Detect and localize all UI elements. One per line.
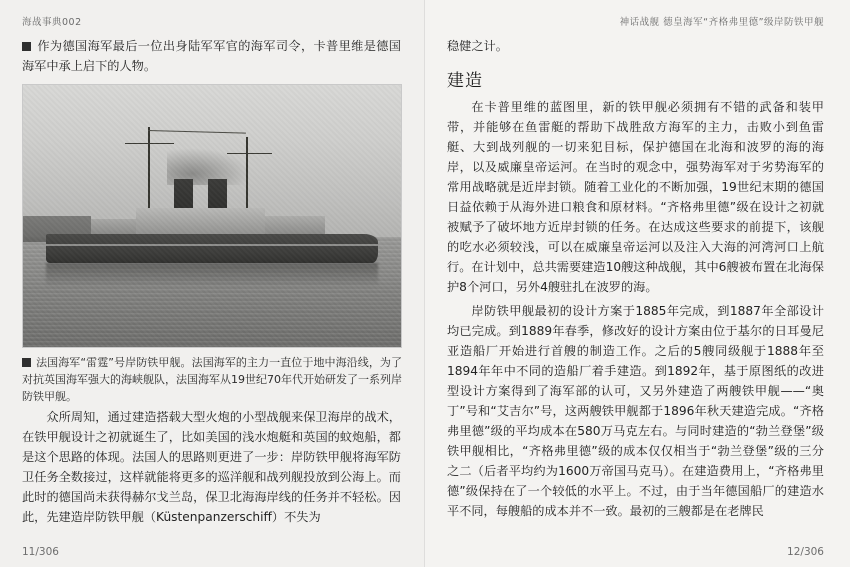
figure-warship-photo	[22, 84, 401, 405]
right-page	[425, 0, 850, 567]
left-body-paragraph: 众所周知，通过建造搭载大型火炮的小型战舰来保卫海岸的战术，在铁甲舰设计之初就诞生了，比如美国的浅水炮艇和英国的蚊炮船，都是这个思路的体现。法国人的思路则更进了一步：岸防铁甲舰将海军防卫任务全数接过，这样就能将更多的巡洋舰和战列舰投放到公海上。而此时的德国尚未获得赫尔戈兰岛，保卫北海海岸线的任务并不轻松。因此，先建造岸防铁甲舰（Küstenpanzerschiff）不失为	[22, 410, 401, 524]
photo-hull	[46, 234, 379, 263]
page-number-left: 11/306	[22, 546, 59, 558]
paragraph-marker-icon	[22, 42, 31, 51]
photo-superstructure	[136, 208, 265, 237]
right-paragraph-2: 岸防铁甲舰最初的设计方案于1885年完成，到1887年全部设计均已完成。到1889年春季，修改好的设计方案由位于基尔的日耳曼尼亚造船厂开始进行首艘的制造工作。之后的5艘同级舰于1888年至1894年年中不同的造船厂着手建造。到1892年，基于原图纸的改进型设计方案得到了海军部的认可，又另外建造了两艘铁甲舰——“奥丁”号和“艾吉尔”号，这两艘铁甲舰都于1896年秋天建造完成。“齐格弗里德”级的平均成本在580万马克左右。与同时建造的“勃兰登堡”级铁甲舰相比，“齐格弗里德”级的成本仅仅相当于“勃兰登堡”级的三分之二（后者平均约为1600万帝国马克马）。在建造费用上，“齐格弗里德”级保持在了一个较低的水平上。不过，由于当年德国船厂的建造水平不同，每艘船的成本并不一致。最初的三艘都是在老牌民	[447, 304, 824, 518]
right-paragraph-1: 在卡普里维的蓝图里，新的铁甲舰必须拥有不错的武备和装甲带，并能够在鱼雷艇的帮助下战胜敌方海军的主力，击败小到鱼雷艇、大到战列舰的一切来犯目标，保护德国在北海和波罗的海的海岸，以及威廉皇帝运河。在当时的观念中，强势海军对于劣势海军的常用战略就是近岸封锁。随着工业化的不断加强，19世纪末期的德国日益依赖于从海外进口粮食和原材料。“齐格弗里德”级在设计之初就被赋予了破坏地方近岸封锁的任务。在达成这些要求的前提下，该舰的吃水必须较浅，可以在威廉皇帝运河以及注入大海的河湾河口上航行。在计划中，总共需要建造10艘这种战舰，其中6艘被布置在北海保护8个河口，另外4艘驻扎在波罗的海。	[447, 100, 824, 294]
photo-image	[22, 84, 402, 348]
photo-foremast	[148, 127, 150, 213]
photo-mainmast	[246, 137, 248, 216]
photo-yard-fore	[125, 143, 174, 144]
photo-yard-main	[227, 153, 272, 154]
page-number-right: 12/306	[787, 546, 824, 558]
figure-caption: 法国海军“雷霆”号岸防铁甲舰。法国海军的主力一直位于地中海沿线，为了对抗英国海军强大的海峡舰队，法国海军从19世纪70年代开始研发了一系列岸防铁甲舰。	[22, 356, 402, 403]
right-continuation-line: 稳健之计。	[447, 39, 508, 53]
running-head-left: 海战事典002	[22, 17, 82, 28]
running-head-right: 神话战舰 德皇海军“齐格弗里德”级岸防铁甲舰	[619, 17, 824, 28]
section-heading-construction: 建造	[447, 71, 483, 91]
left-top-paragraph: 作为德国海军最后一位出身陆军军官的海军司令，卡普里维是德国海军中承上启下的人物。	[22, 39, 401, 73]
photo-hull-stripe	[46, 244, 379, 246]
caption-marker-icon	[22, 358, 31, 367]
photo-water-reflection	[46, 263, 379, 287]
